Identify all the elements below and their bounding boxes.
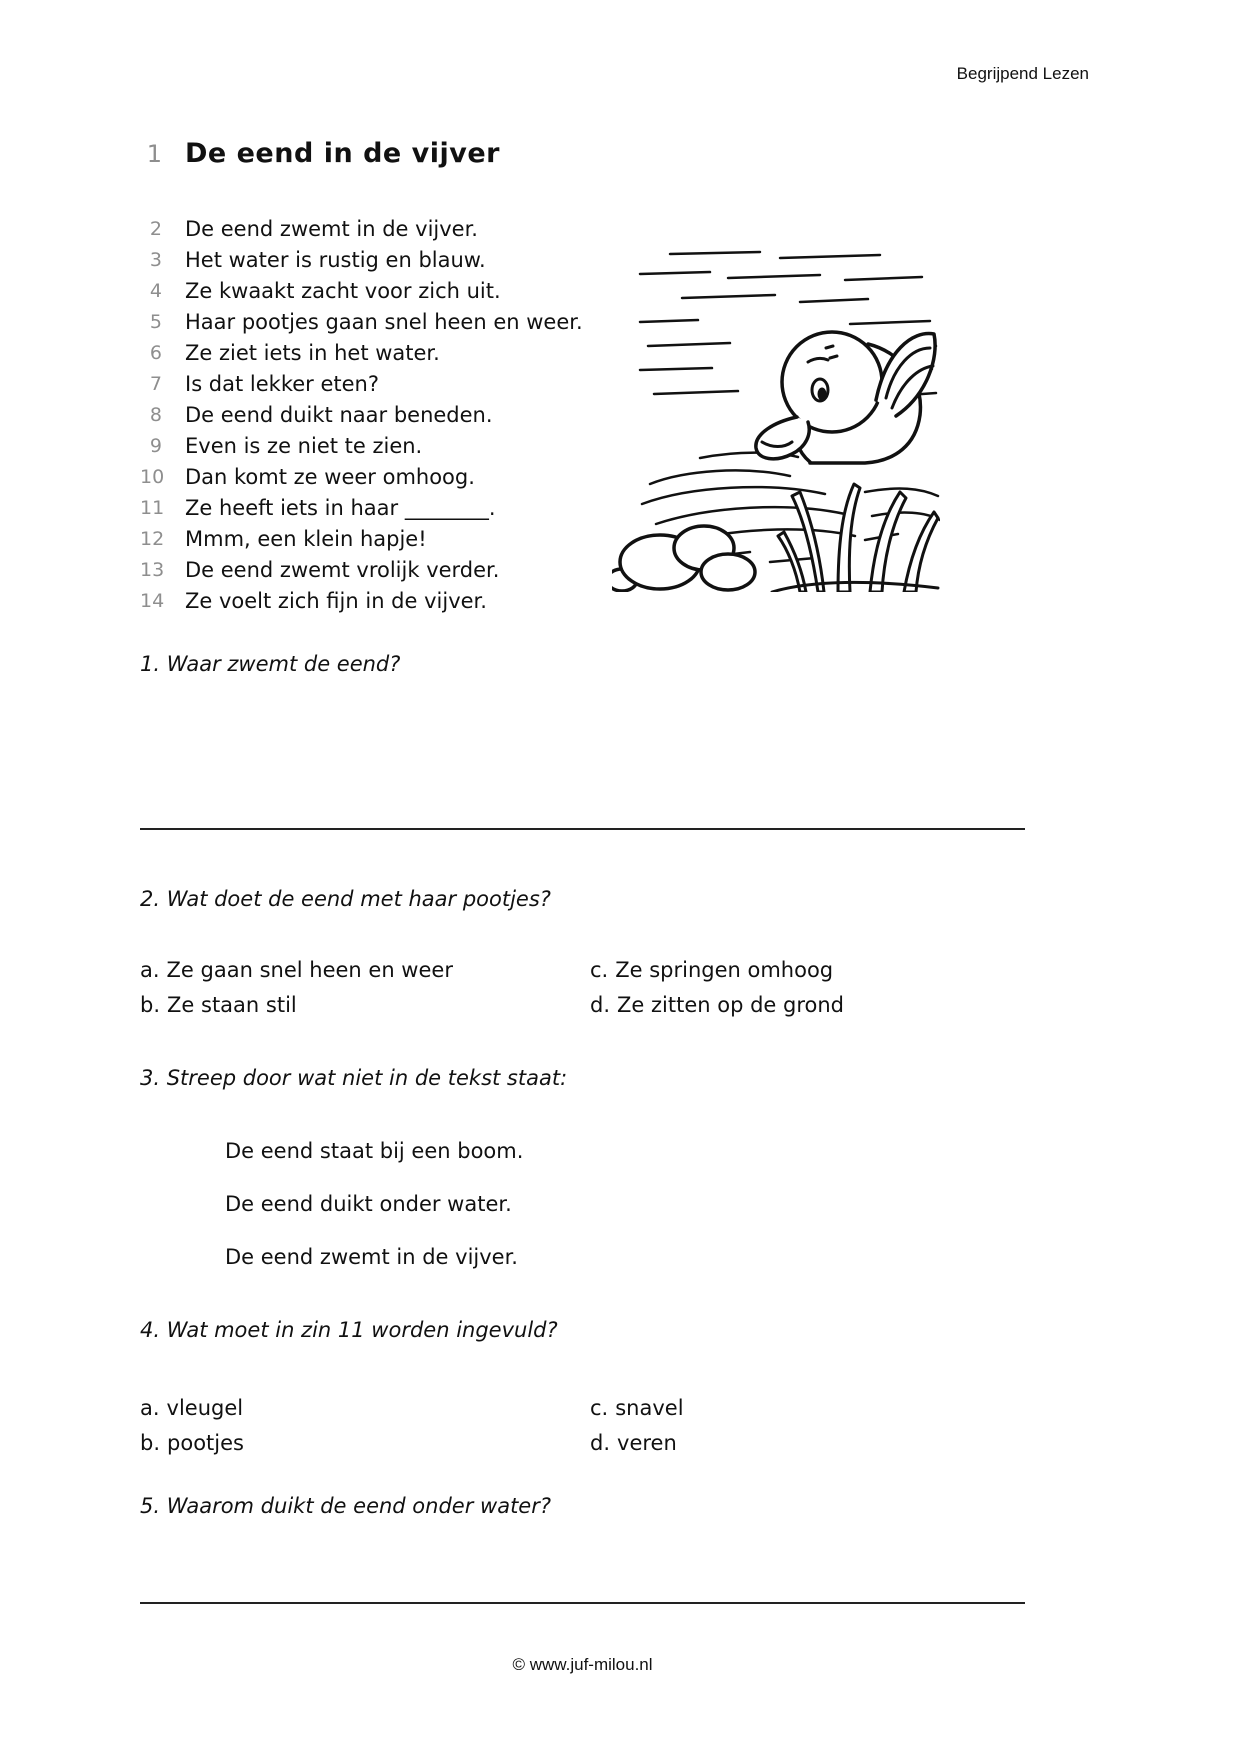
footer-credit: © www.juf-milou.nl (512, 1655, 653, 1674)
story-line (140, 307, 583, 338)
question-4-options (140, 1391, 684, 1461)
question-2-options (140, 953, 844, 1023)
question-3-sentences (225, 1136, 523, 1295)
crossout-sentence: De eend zwemt in de vijver. (225, 1245, 518, 1269)
option-item (140, 1426, 590, 1461)
story-line (140, 400, 583, 431)
option-text: vleugel (166, 1396, 244, 1420)
story-title-row (140, 138, 500, 169)
option-key: d. (590, 993, 611, 1017)
option-key: d. (590, 1431, 611, 1455)
line-number: 3 (149, 249, 162, 271)
line-number: 11 (140, 497, 165, 519)
option-key: a. (140, 1396, 160, 1420)
story-line (140, 524, 583, 555)
option-item (140, 953, 590, 988)
line-number: 8 (149, 404, 162, 426)
option-text: Ze gaan snel heen en weer (166, 958, 453, 982)
question-1-label: 1. Waar zwemt de eend? (140, 652, 401, 676)
option-text: snavel (615, 1396, 684, 1420)
question-3-label: 3. Streep door wat niet in de tekst staat: (140, 1066, 568, 1090)
line-text: De eend zwemt vrolijk verder. (185, 558, 500, 582)
option-key: a. (140, 958, 160, 982)
line-text: Is dat lekker eten? (185, 372, 380, 396)
page-title: De eend in de vijver (185, 138, 500, 169)
story-line (140, 555, 583, 586)
option-key: c. (590, 958, 609, 982)
line-text: Ze voelt zich fijn in de vijver. (185, 589, 487, 613)
story-line (140, 276, 583, 307)
option-text: Ze staan stil (167, 993, 297, 1017)
story-line (140, 431, 583, 462)
option-item (590, 1426, 684, 1461)
line-text: De eend zwemt in de vijver. (185, 217, 478, 241)
line-number: 6 (149, 342, 162, 364)
question-5-answer-line (140, 1602, 1025, 1604)
line-number: 5 (149, 311, 162, 333)
option-text: Ze springen omhoog (615, 958, 834, 982)
line-number: 2 (149, 218, 162, 240)
duck-in-pond-illustration (612, 240, 940, 592)
line-number: 9 (149, 435, 162, 457)
option-text: pootjes (167, 1431, 244, 1455)
option-text: veren (617, 1431, 677, 1455)
story-line (140, 214, 583, 245)
option-item (590, 988, 844, 1023)
line-number: 10 (140, 466, 165, 488)
line-text: De eend duikt naar beneden. (185, 403, 493, 427)
question-1-answer-line (140, 828, 1025, 830)
stones-art (612, 526, 755, 591)
line-number: 4 (149, 280, 162, 302)
line-text: Mmm, een klein hapje! (185, 527, 427, 551)
story-line (140, 462, 583, 493)
story-line (140, 338, 583, 369)
story-text (140, 214, 583, 617)
option-key: b. (140, 993, 161, 1017)
line-number: 14 (140, 590, 165, 612)
document-type-label: Begrijpend Lezen (956, 64, 1089, 83)
option-item (140, 988, 590, 1023)
crossout-sentence: De eend duikt onder water. (225, 1192, 512, 1216)
line-text: Even is ze niet te zien. (185, 434, 423, 458)
story-line (140, 493, 583, 524)
grass-art (772, 484, 938, 592)
option-key: c. (590, 1396, 609, 1420)
duck-art (756, 332, 935, 463)
crossout-sentence: De eend staat bij een boom. (225, 1139, 524, 1163)
line-text: Ze heeft iets in haar ________. (185, 496, 496, 520)
title-line-number: 1 (146, 140, 162, 168)
story-line (140, 245, 583, 276)
question-2-label: 2. Wat doet de eend met haar pootjes? (140, 887, 551, 911)
option-item (590, 1391, 684, 1426)
line-number: 12 (140, 528, 165, 550)
story-line (140, 369, 583, 400)
line-text: Ze ziet iets in het water. (185, 341, 440, 365)
line-text: Het water is rustig en blauw. (185, 248, 486, 272)
option-item (140, 1391, 590, 1426)
option-key: b. (140, 1431, 161, 1455)
question-5-label: 5. Waarom duikt de eend onder water? (140, 1494, 551, 1518)
line-text: Dan komt ze weer omhoog. (185, 465, 475, 489)
line-number: 13 (140, 559, 165, 581)
line-text: Haar pootjes gaan snel heen en weer. (185, 310, 583, 334)
option-text: Ze zitten op de grond (617, 993, 844, 1017)
story-line (140, 586, 583, 617)
option-item (590, 953, 844, 988)
line-text: Ze kwaakt zacht voor zich uit. (185, 279, 501, 303)
question-4-label: 4. Wat moet in zin 11 worden ingevuld? (140, 1318, 558, 1342)
line-number: 7 (149, 373, 162, 395)
